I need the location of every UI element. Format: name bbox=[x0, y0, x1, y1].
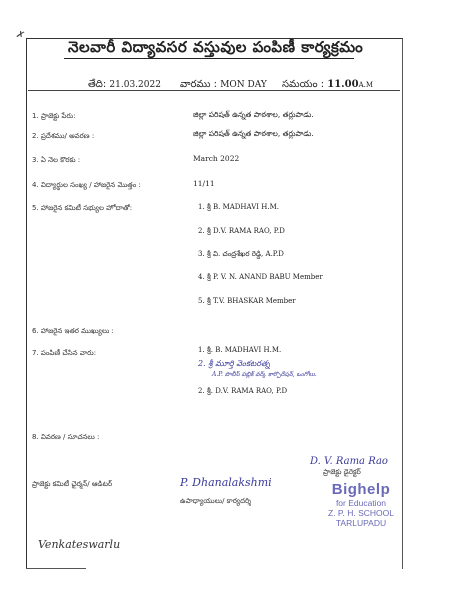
corner-mark: ✗ bbox=[14, 28, 27, 43]
date-value: 21.03.2022 bbox=[109, 80, 161, 90]
school-stamp bbox=[328, 482, 394, 528]
meta-divider bbox=[28, 90, 400, 91]
row-remarks-label: 8. వివరణ / సూచనలు : bbox=[32, 433, 100, 441]
row-students-label: 4. విద్యార్థుల సంఖ్య / హాజరైన మొత్తం : bbox=[32, 181, 141, 189]
chairman-label: ప్రాజెక్టు కమిటీ ఛైర్మన్/ ఆడిటర్ bbox=[32, 480, 113, 488]
stamp-line: for Education bbox=[335, 498, 387, 508]
time-suffix: A.M bbox=[358, 81, 374, 89]
stamp-line: Bighelp bbox=[331, 481, 391, 498]
time-value: 11.00 bbox=[327, 79, 359, 90]
local-rep-signature: P. Dhanalakshmi bbox=[180, 476, 272, 489]
distributor-handwritten: 2. శ్రీ మూర్తి వెంకటరత్న bbox=[198, 359, 270, 368]
director-label: ప్రాజెక్టు డైరెక్టర్ bbox=[323, 468, 361, 476]
committee-member: 3. శ్రీ వి. చంద్రశేఖర రెడ్డి, A.P.D bbox=[198, 250, 284, 258]
title-underline bbox=[64, 58, 354, 59]
day-value: MON DAY bbox=[220, 80, 267, 90]
row-project-name-value: జిల్లా పరిషత్ ఉన్నత పాఠశాల, తర్లుపాడు. bbox=[193, 110, 314, 119]
row-students-value: 11/11 bbox=[193, 179, 215, 188]
committee-member: 2. శ్రీ D.V. RAMA RAO, P.D bbox=[198, 227, 285, 235]
local-rep-label: ఉపాధ్యాయులు/ కార్యదర్శి bbox=[180, 497, 252, 505]
frame-bottom-edge bbox=[26, 568, 86, 569]
row-committee-label: 5. హాజరైన కమిటీ సభ్యుల హోదాతో: bbox=[32, 204, 133, 212]
row-distributed-by-label: 7. పంపిణీ చేసిన వారు: bbox=[32, 349, 97, 357]
distributor-line: 2. శ్రీ. D.V. RAMA RAO, P.D bbox=[198, 387, 288, 395]
committee-member: 1. శ్రీ B. MADHAVI H.M. bbox=[198, 203, 279, 211]
row-month-label: 3. ఏ నెల కొరకు : bbox=[32, 156, 81, 164]
document-title: నెలవారీ విద్యావసర వస్తువుల పంపిణీ కార్యక్రమం bbox=[68, 38, 364, 56]
distributor-line: 1. శ్రీ. B. MADHAVI H.M. bbox=[198, 346, 282, 354]
distributor-handwritten-org: A.P. పొలీస్ పబ్లిక్ వర్క్ కార్పొరేషన్, ఒంగోలు. bbox=[212, 371, 317, 378]
row-project-name-label: 1. ప్రాజెక్టు పేరు: bbox=[32, 112, 76, 120]
stamp-line: Z. P. H. SCHOOL bbox=[328, 508, 394, 518]
stamp-line: TARLUPADU bbox=[335, 518, 387, 528]
director-signature: D. V. Rama Rao bbox=[310, 456, 388, 467]
row-location-label: 2. ప్రదేశము/ అవరణ : bbox=[32, 132, 95, 140]
day-label: వారము : bbox=[180, 79, 217, 90]
bottom-signature: Venkateswarlu bbox=[38, 538, 121, 551]
row-other-attendees-label: 6. హాజరైన ఇతర ముఖ్యులు : bbox=[32, 327, 114, 335]
time-label: సమయం : bbox=[282, 79, 325, 90]
date-label: తేది: bbox=[88, 79, 107, 90]
row-location-value: జిల్లా పరిషత్ ఉన్నత పాఠశాల, తర్లుపాడు. bbox=[193, 129, 314, 138]
committee-member: 4. శ్రీ P. V. N. ANAND BABU Member bbox=[198, 273, 323, 281]
row-month-value: March 2022 bbox=[193, 154, 240, 163]
committee-member: 5. శ్రీ T.V. BHASKAR Member bbox=[198, 297, 296, 305]
